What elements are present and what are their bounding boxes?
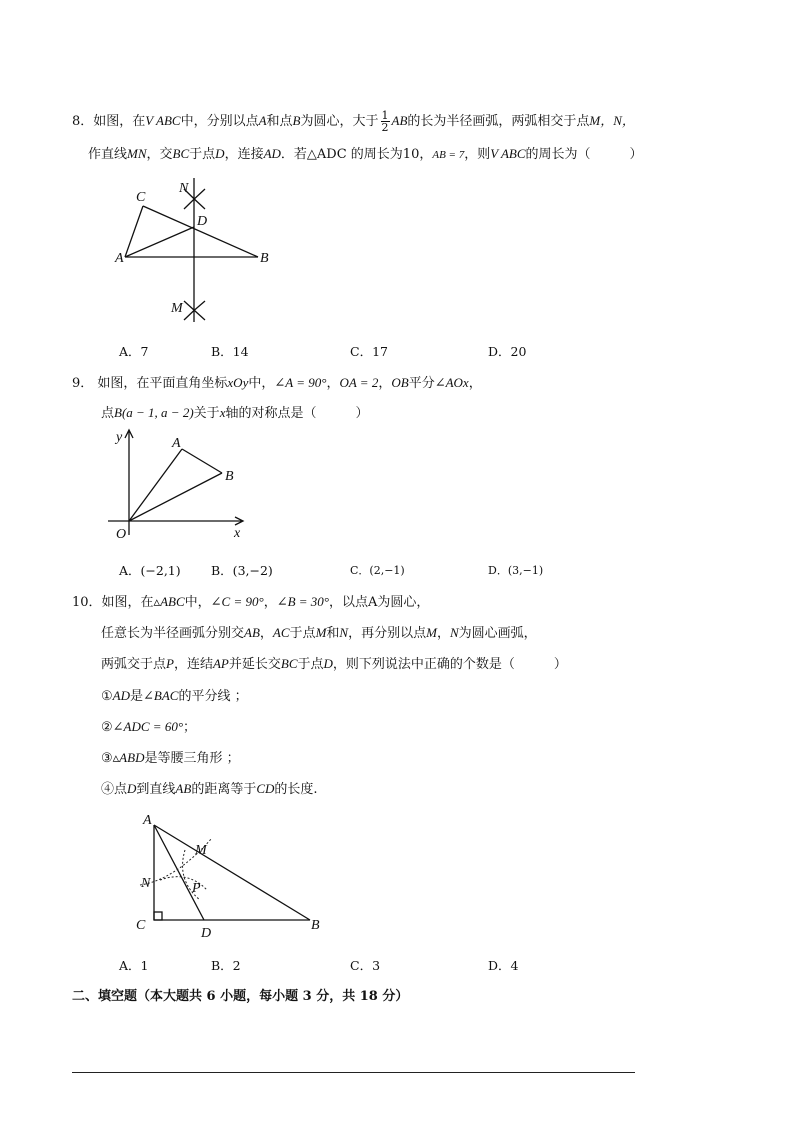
q10-option-c[interactable]: C．3	[350, 958, 381, 973]
q8-label-C: C	[136, 190, 146, 205]
q10-line3: 两弧交于点P，连结AP并延长交BC于点D，则下列说法中正确的个数是（ ）	[101, 656, 567, 672]
q10-label-D: D	[201, 926, 212, 941]
q10-right-angle-mark	[154, 912, 162, 920]
q10-label-A: A	[143, 813, 152, 828]
q9-line2: 点B(a − 1, a − 2)关于x轴的对称点是（ ）	[101, 405, 369, 421]
q10-option-a[interactable]: A．1	[119, 958, 149, 973]
q10-line-AD	[154, 825, 204, 920]
fraction-one-half: $\frac{1}{2}$	[381, 109, 389, 134]
q10-line-AB	[154, 825, 310, 920]
q9-option-c[interactable]: C．(2,−1)	[350, 564, 405, 577]
q9-label-B: B	[225, 469, 234, 484]
q8-option-b[interactable]: B．14	[211, 344, 249, 359]
q8-label-A: A	[115, 251, 124, 266]
q8-label-M: M	[171, 301, 183, 316]
q10-option-b[interactable]: B．2	[211, 958, 241, 973]
q8-line2: 作直线MN，交BC于点D，连接AD．若△ADC 的周长为10，AB = 7，则V ABC的周长为（ ）	[88, 146, 643, 162]
section-2-heading: 二、填空题（本大题共 6 小题，每小题 3 分，共 18 分）	[72, 989, 409, 1004]
q9-label-y: y	[116, 430, 123, 445]
q8-option-d[interactable]: D．20	[488, 344, 527, 359]
q9-option-a[interactable]: A．(−2,1)	[119, 563, 181, 578]
q10-label-M: M	[195, 843, 207, 858]
q10-line1: 10．如图，在▵ABC中，∠C = 90°，∠B = 30°，以点A为圆心，	[72, 594, 430, 610]
q9-label-O: O	[116, 527, 127, 542]
q9-option-d[interactable]: D．(3,−1)	[488, 564, 544, 577]
q8-option-c[interactable]: C．17	[350, 344, 388, 359]
q10-statement-3: ③▵ABD是等腰三角形 ；	[101, 750, 240, 766]
footer-divider	[72, 1072, 635, 1073]
q8-label-B: B	[260, 251, 269, 266]
q10-statement-1: ①AD是∠BAC的平分线 ；	[101, 688, 248, 704]
q10-label-B: B	[311, 918, 320, 933]
q9-option-b[interactable]: B．(3,−2)	[211, 563, 273, 578]
q10-statement-4: ④点D到直线AB的距离等于CD的长度.	[101, 781, 318, 797]
q10-line2: 任意长为半径画弧分别交AB，AC于点M和N，再分别以点M，N为圆心画弧，	[101, 625, 537, 641]
q8-label-N: N	[179, 181, 189, 196]
q9-line1: 9． 如图，在平面直角坐标xOy中，∠A = 90°，OA = 2，OB平分∠AOx，	[72, 375, 482, 391]
q8-label-D: D	[197, 214, 208, 229]
q10-label-C: C	[136, 918, 146, 933]
q10-option-d[interactable]: D．4	[488, 958, 519, 973]
q9-label-x: x	[234, 526, 241, 541]
q9-label-A: A	[172, 436, 181, 451]
q10-label-P: P	[192, 881, 201, 896]
q8-option-a[interactable]: A．7	[119, 344, 149, 359]
q8-line1: 8．如图，在V ABC中，分别以点A和点B为圆心，大于 $\frac{1}{2}$ AB的长为半径画弧，两弧相交于点M，N，	[72, 109, 635, 134]
q10-statement-2: ②∠ADC = 60°；	[101, 719, 197, 735]
q10-label-N: N	[141, 876, 151, 891]
